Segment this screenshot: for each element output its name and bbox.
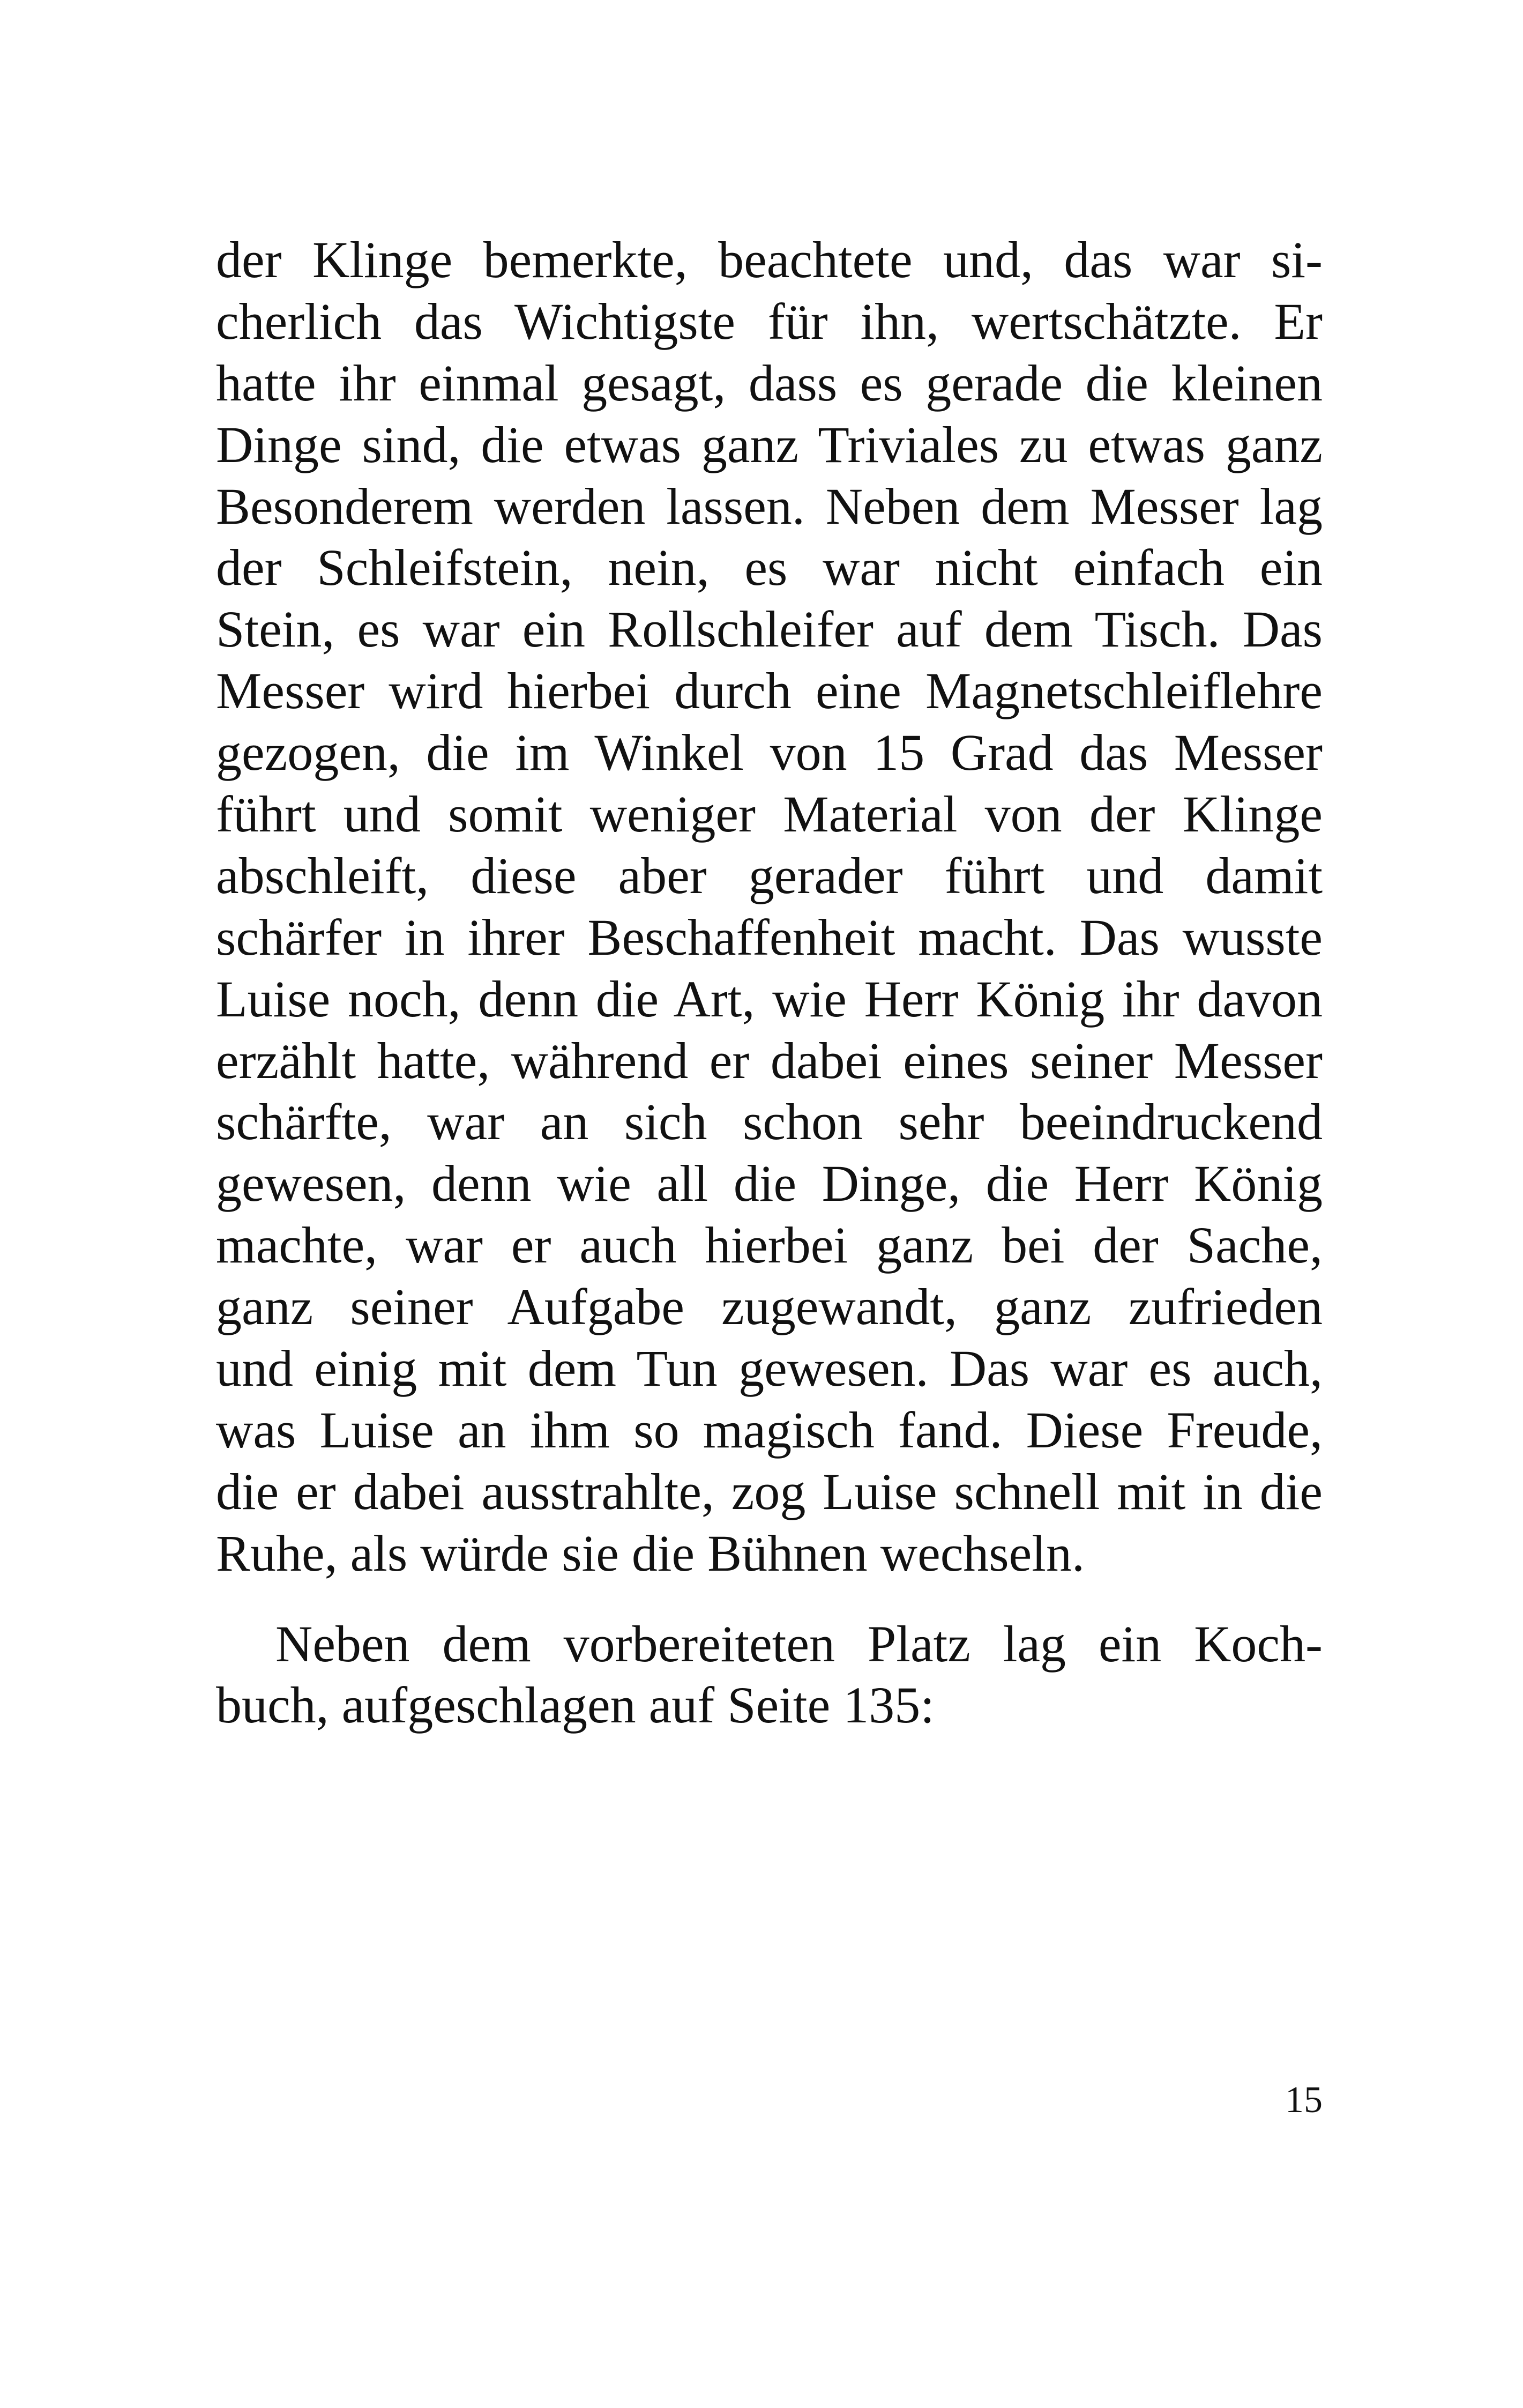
text-line: hatte ihr einmal gesagt, dass es gerade die kleinen (216, 354, 1323, 412)
text-line: Besonderem werden lassen. Neben dem Messer lag (216, 477, 1323, 535)
text-line: Neben dem vorbereiteten Platz lag ein Koch- (275, 1615, 1323, 1673)
paragraph-1 (216, 229, 1323, 1585)
text-line: Messer wird hierbei durch eine Magnetschleiflehre (216, 662, 1323, 720)
text-line: Dinge sind, die etwas ganz Triviales zu etwas ganz (216, 415, 1323, 473)
text-line: was Luise an ihm so magisch fand. Diese Freude, (216, 1401, 1323, 1459)
text-line: Ruhe, als würde sie die Bühnen wechseln. (216, 1524, 1085, 1582)
text-line: der Klinge bemerkte, beachtete und, das war si- (216, 231, 1323, 288)
text-line: die er dabei ausstrahlte, zog Luise schnell mit in die (216, 1462, 1323, 1520)
text-line: Stein, es war ein Rollschleifer auf dem Tisch. Das (216, 600, 1323, 658)
text-line: gewesen, denn wie all die Dinge, die Herr König (216, 1155, 1323, 1213)
text-line: abschleift, diese aber gerader führt und damit (216, 846, 1323, 904)
text-line: machte, war er auch hierbei ganz bei der Sache, (216, 1216, 1323, 1274)
text-line: führt und somit weniger Material von der Klinge (216, 785, 1323, 843)
page-number: 15 (1285, 2079, 1323, 2121)
text-line: schärfer in ihrer Beschaffenheit macht. Das wusste (216, 908, 1323, 966)
text-line: erzählt hatte, während er dabei eines seiner Messer (216, 1031, 1323, 1089)
paragraph-spacing (216, 1585, 1323, 1614)
text-line: schärfte, war an sich schon sehr beeindruckend (216, 1093, 1323, 1151)
text-line: Luise noch, denn die Art, wie Herr König ihr davon (216, 970, 1323, 1028)
body-text (216, 229, 1323, 1736)
text-line: buch, aufgeschlagen auf Seite 135: (216, 1676, 935, 1734)
paragraph-2 (216, 1614, 1323, 1737)
text-line: ganz seiner Aufgabe zugewandt, ganz zufrieden (216, 1278, 1323, 1336)
text-line: gezogen, die im Winkel von 15 Grad das Messer (216, 724, 1323, 782)
text-line: cherlich das Wichtigste für ihn, wertschätzte. Er (216, 292, 1323, 350)
text-line: und einig mit dem Tun gewesen. Das war es auch, (216, 1340, 1323, 1398)
text-line: der Schleifstein, nein, es war nicht einfach ein (216, 539, 1323, 597)
